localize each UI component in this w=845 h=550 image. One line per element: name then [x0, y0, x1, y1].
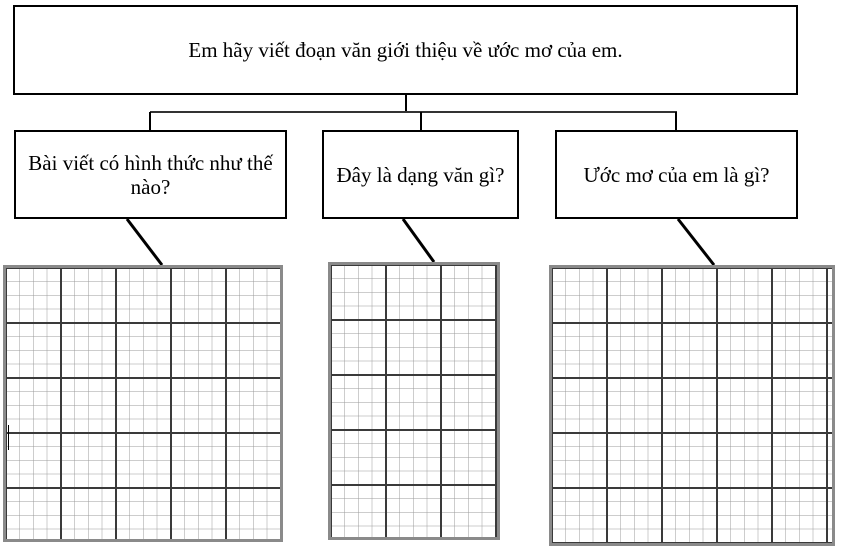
- question-box-dream: [555, 130, 798, 219]
- question-box-genre: [322, 130, 519, 219]
- answer-grid-form[interactable]: [3, 265, 283, 542]
- answer-grid-dream[interactable]: [549, 265, 835, 546]
- grid-link-1: [127, 219, 162, 265]
- text-cursor: [8, 425, 9, 450]
- answer-grid-genre[interactable]: [328, 262, 500, 540]
- root-topic-box: [13, 5, 798, 95]
- grid-link-2: [403, 219, 434, 262]
- question-text-dream: Ước mơ của em là gì?: [583, 162, 770, 187]
- question-text-genre: Đây là dạng văn gì?: [336, 162, 505, 187]
- grid-link-3: [678, 219, 714, 265]
- question-box-form: [14, 130, 287, 219]
- root-topic-text: Em hãy viết đoạn văn giới thiệu về ước mơ của em.: [188, 37, 623, 62]
- question-text-form: Bài viết có hình thức như thế nào?: [28, 150, 273, 199]
